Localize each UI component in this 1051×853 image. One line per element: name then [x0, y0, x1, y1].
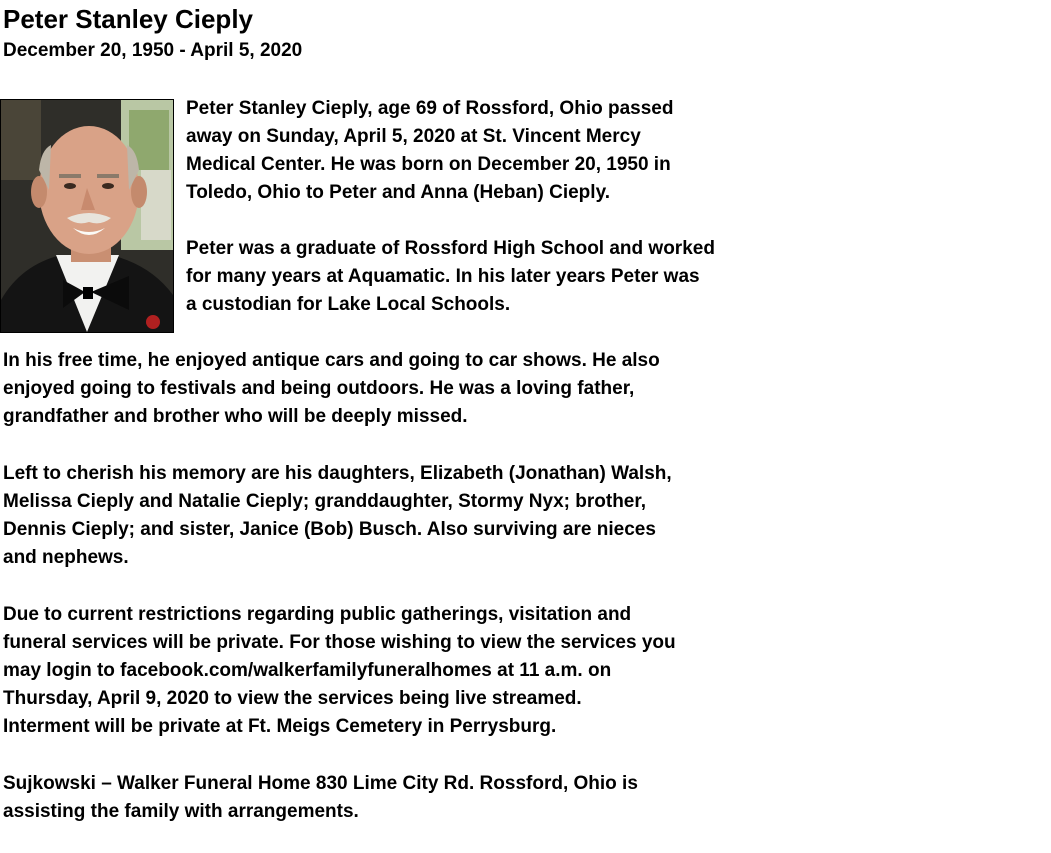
text-line: Toledo, Ohio to Peter and Anna (Heban) Cieply. — [186, 182, 611, 203]
obituary-name: Peter Stanley Cieply — [3, 4, 253, 34]
text-line: Sujkowski – Walker Funeral Home 830 Lime City Rd. Rossford, Ohio is — [3, 773, 638, 794]
text-line: a custodian for Lake Local Schools. — [186, 294, 511, 315]
text-line: may login to facebook.com/walkerfamilyfuneralhomes at 11 a.m. on — [3, 660, 612, 681]
text-line: away on Sunday, April 5, 2020 at St. Vincent Mercy — [186, 126, 641, 147]
text-line: Medical Center. He was born on December 20, 1950 in — [186, 154, 671, 175]
text-line: Thursday, April 9, 2020 to view the services being live streamed. — [3, 688, 582, 709]
paragraph-hobbies — [3, 347, 660, 431]
text-line: Peter Stanley Cieply, age 69 of Rossford, Ohio passed — [186, 98, 674, 119]
text-line: Peter was a graduate of Rossford High School and worked — [186, 238, 715, 259]
text-line: Interment will be private at Ft. Meigs Cemetery in Perrysburg. — [3, 716, 557, 737]
text-line: Left to cherish his memory are his daughters, Elizabeth (Jonathan) Walsh, — [3, 463, 672, 484]
text-line: for many years at Aquamatic. In his later years Peter was — [186, 266, 700, 287]
text-line: and nephews. — [3, 547, 129, 568]
paragraph-survivors — [3, 460, 672, 572]
text-line: grandfather and brother who will be deeply missed. — [3, 406, 468, 427]
obituary-dates: December 20, 1950 - April 5, 2020 — [3, 40, 303, 61]
text-line: funeral services will be private. For those wishing to view the services you — [3, 632, 676, 653]
text-line: Dennis Cieply; and sister, Janice (Bob) Busch. Also surviving are nieces — [3, 519, 656, 540]
paragraph-services — [3, 601, 676, 741]
paragraph-funeral-home — [3, 770, 638, 826]
paragraph-intro — [186, 95, 673, 207]
portrait-photo — [0, 99, 174, 333]
text-line: Due to current restrictions regarding public gatherings, visitation and — [3, 604, 632, 625]
text-line: assisting the family with arrangements. — [3, 801, 359, 822]
text-line: Melissa Cieply and Natalie Cieply; granddaughter, Stormy Nyx; brother, — [3, 491, 646, 512]
text-line: In his free time, he enjoyed antique cars and going to car shows. He also — [3, 350, 660, 371]
paragraph-career — [186, 235, 715, 319]
text-line: enjoyed going to festivals and being outdoors. He was a loving father, — [3, 378, 635, 399]
